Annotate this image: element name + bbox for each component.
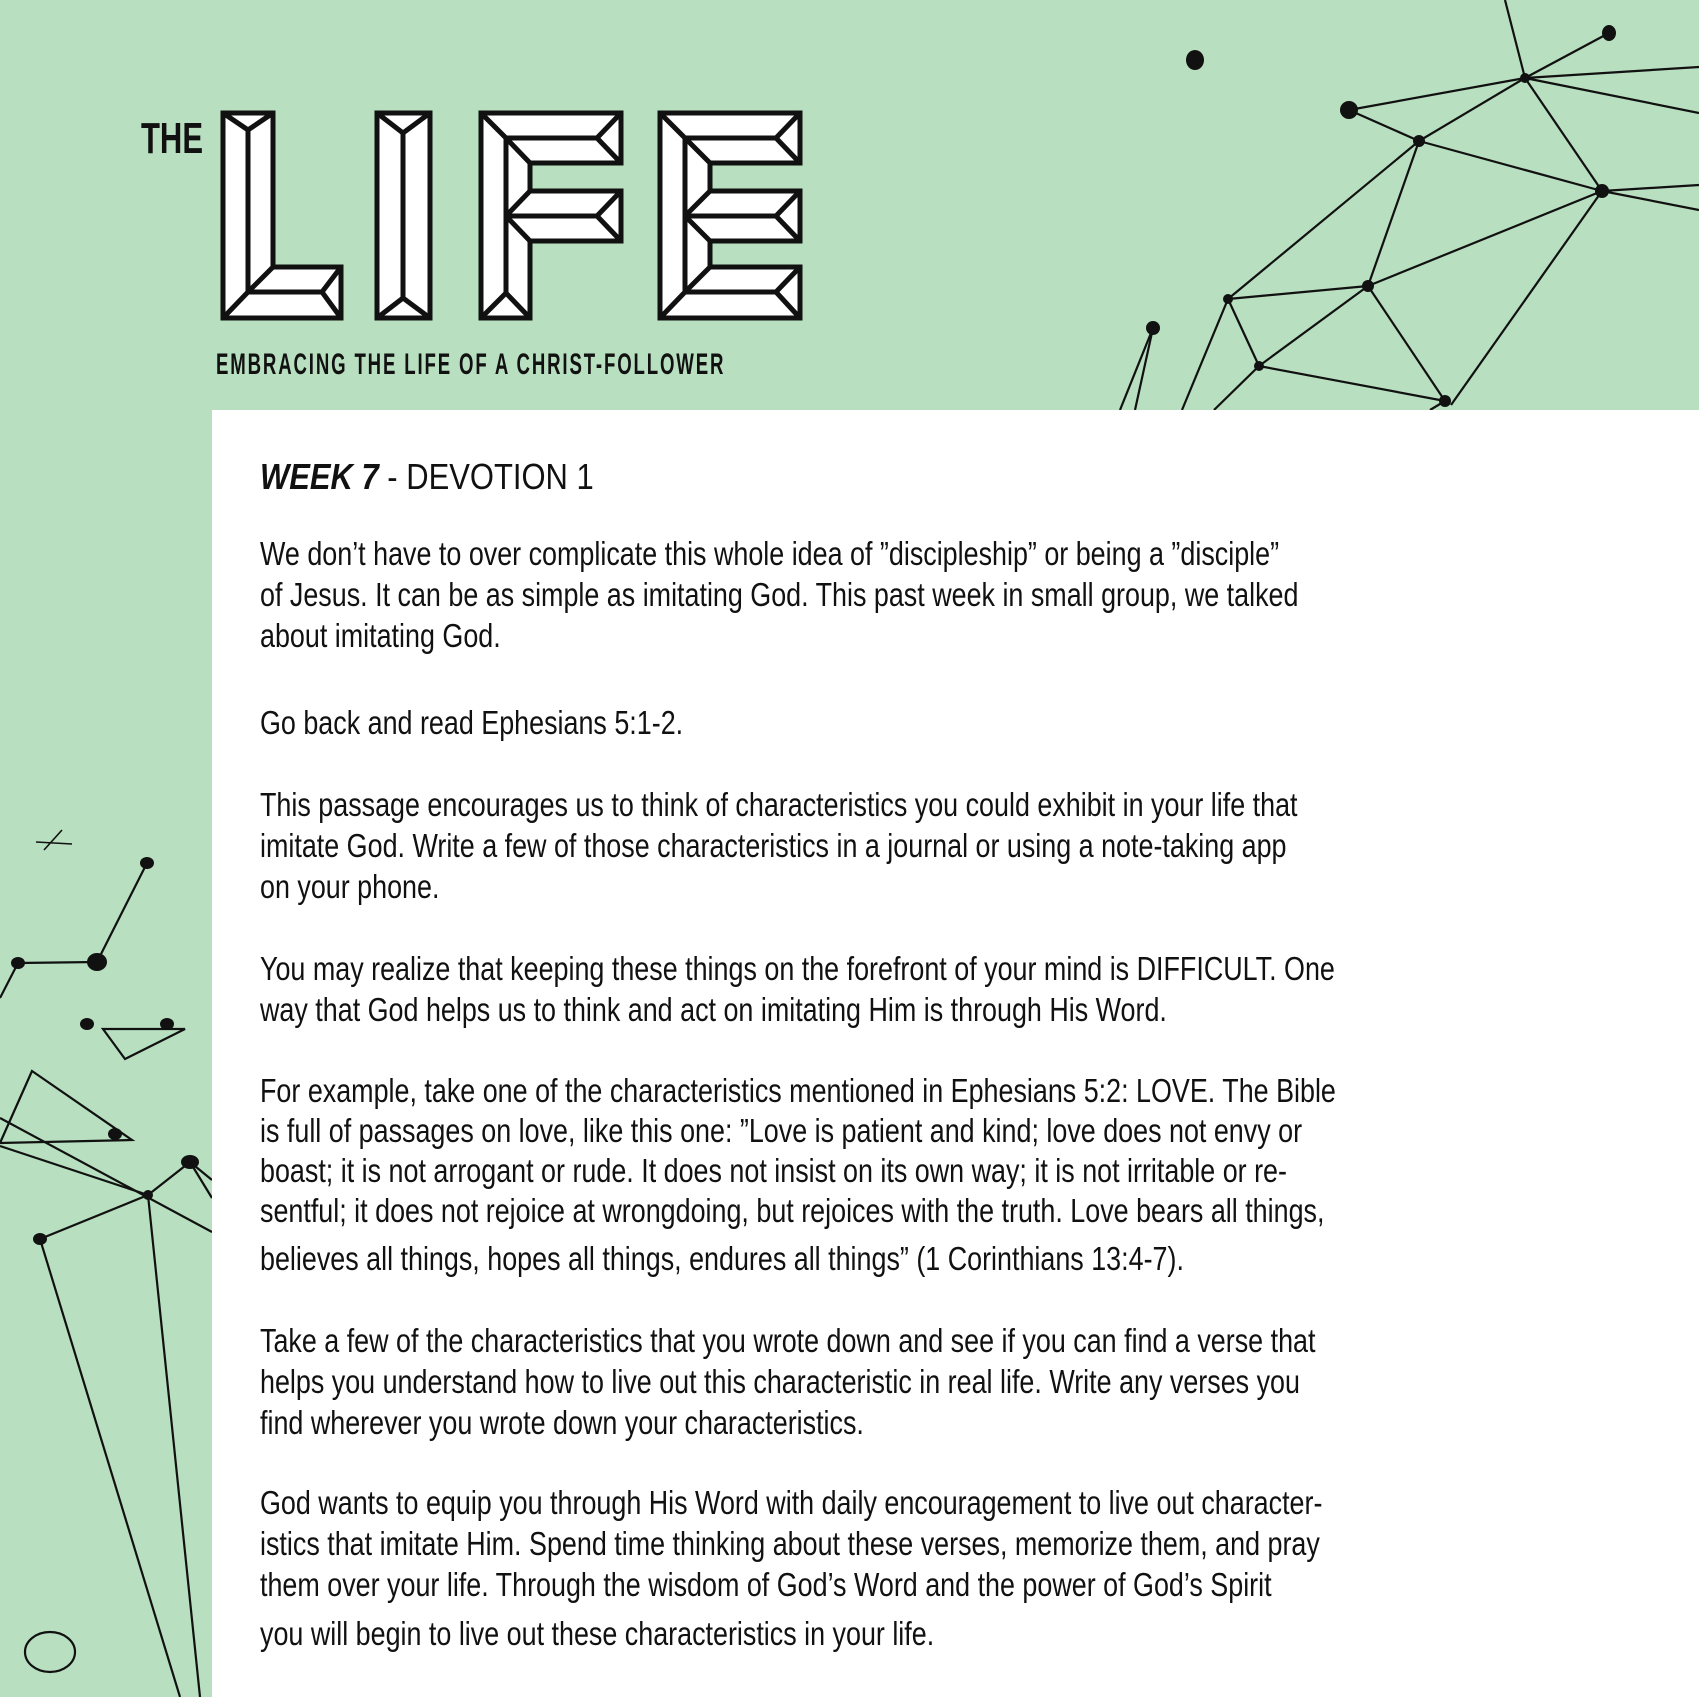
text-line: Go back and read Ephesians 5:1-2. (260, 704, 684, 741)
text-line: istics that imitate Him. Spend time thinking about these verses, memorize them, and pray (260, 1525, 1320, 1562)
paragraph-difficult (260, 948, 1335, 1030)
week-label: WEEK 7 (260, 456, 379, 497)
text-line: God wants to equip you through His Word with daily encouragement to live out character- (260, 1484, 1323, 1521)
devotion-heading (260, 456, 594, 498)
text-line: way that God helps us to think and act on imitating Him is through His Word. (260, 991, 1167, 1028)
text-line: find wherever you wrote down your characteristics. (260, 1404, 864, 1441)
text-line: boast; it is not arrogant or rude. It does not insist on its own way; it is not irritable or re- (260, 1152, 1287, 1189)
text-line: You may realize that keeping these things on the forefront of your mind is DIFFICULT. One (260, 950, 1335, 987)
text-line: For example, take one of the characteristics mentioned in Ephesians 5:2: LOVE. The Bible (260, 1072, 1336, 1109)
heading-separator: - (378, 456, 407, 497)
text-line: sentful; it does not rejoice at wrongdoing, but rejoices with the truth. Love bears all things, (260, 1192, 1325, 1229)
text-line: of Jesus. It can be as simple as imitating God. This past week in small group, we talked (260, 576, 1299, 613)
text-line: helps you understand how to live out this characteristic in real life. Write any verses you (260, 1363, 1300, 1400)
text-line: is full of passages on love, like this one: ”Love is patient and kind; love does not envy or (260, 1112, 1303, 1149)
paragraph-equip (260, 1482, 1322, 1654)
top-right-network-icon (1120, 0, 1699, 410)
paragraph-intro (260, 533, 1298, 656)
text-line: you will begin to live out these characteristics in your life. (260, 1615, 935, 1652)
text-line: Take a few of the characteristics that you wrote down and see if you can find a verse that (260, 1322, 1316, 1359)
paragraph-characteristics (260, 784, 1298, 907)
bottom-left-nodes-icon (11, 857, 199, 1245)
logo-tagline: EMBRACING THE LIFE OF A CHRIST-FOLLOWER (216, 348, 726, 381)
paragraph-read-passage (260, 702, 683, 743)
text-line: them over your life. Through the wisdom of God’s Word and the power of God’s Spirit (260, 1566, 1272, 1603)
text-line: believes all things, hopes all things, endures all things” (1 Corinthians 13:4-7). (260, 1240, 1184, 1277)
logo-prefix-text: THE (141, 114, 203, 163)
devotion-label: DEVOTION 1 (406, 456, 594, 497)
text-line: This passage encourages us to think of characteristics you could exhibit in your life that (260, 786, 1298, 823)
text-line: We don’t have to over complicate this whole idea of ”discipleship” or being a ”disciple” (260, 535, 1280, 572)
text-line: on your phone. (260, 868, 440, 905)
life-letters-icon (223, 113, 800, 318)
paragraph-find-verse (260, 1320, 1315, 1443)
paragraph-love-example (260, 1071, 1336, 1279)
text-line: imitate God. Write a few of those characteristics in a journal or using a note-taking app (260, 827, 1287, 864)
text-line: about imitating God. (260, 617, 501, 654)
